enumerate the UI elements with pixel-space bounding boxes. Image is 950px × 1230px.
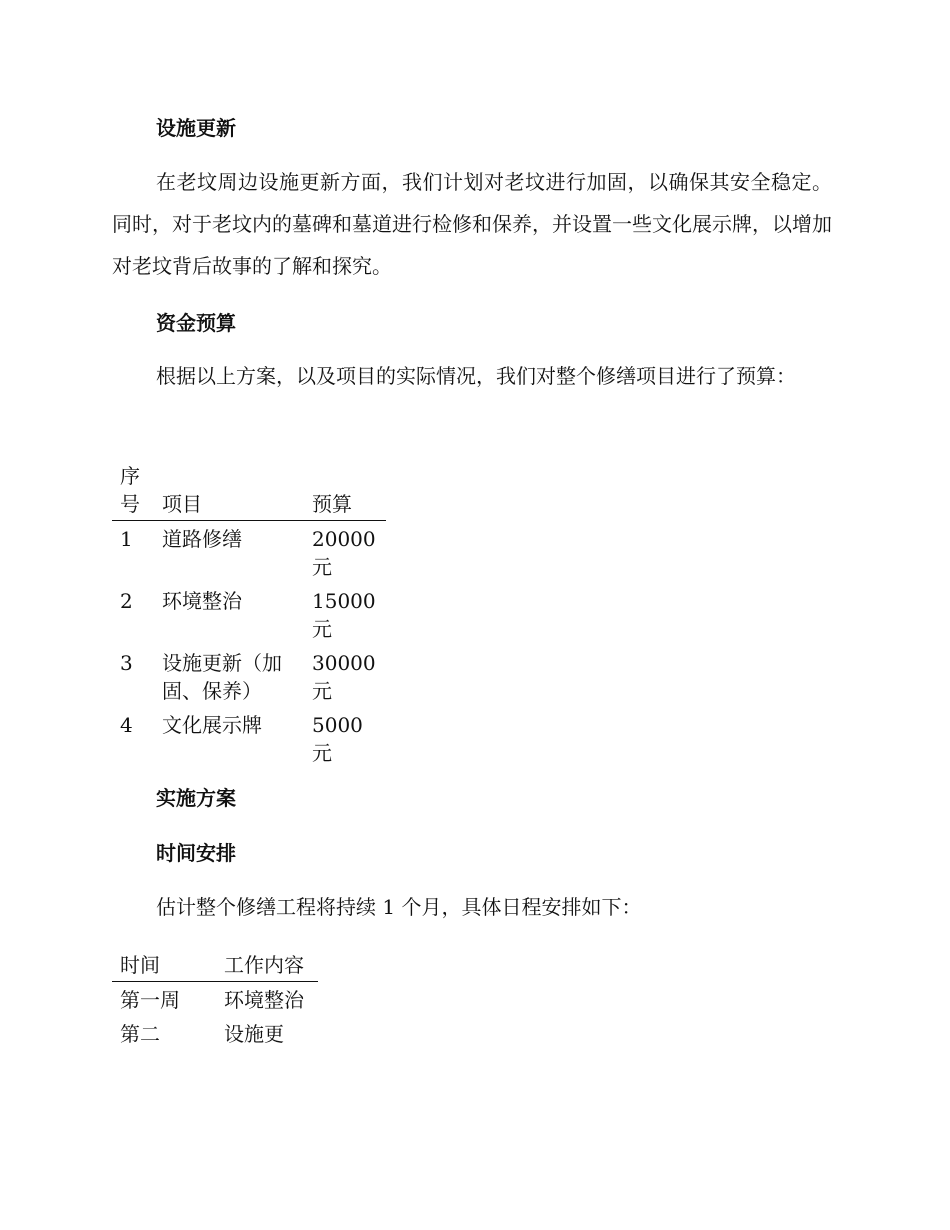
budget-cell-amount: 20000 元 <box>312 527 376 579</box>
facility-paragraph: 在老坟周边设施更新方面，我们计划对老坟进行加固，以确保其安全稳定。同时，对于老坟内的墓碑和墓道进行检修和保养，并设置一些文化展示牌，以增加对老坟背后故事的了解和探究。 <box>112 170 832 278</box>
budget-header-index: 序号 <box>120 464 140 516</box>
schedule-header-time: 时间 <box>120 953 160 977</box>
budget-cell-item: 设施更新（加固、保养） <box>162 651 282 703</box>
budget-header-item: 项目 <box>162 492 202 516</box>
schedule-cell-content: 设施更 <box>224 1022 284 1046</box>
implementation-heading: 实施方案 <box>156 786 236 810</box>
table-row <box>112 1020 318 1054</box>
table-row <box>112 711 386 773</box>
budget-table <box>112 462 386 773</box>
table-row <box>112 587 386 649</box>
budget-cell-amount: 5000 元 <box>312 713 363 765</box>
budget-paragraph: 根据以上方案，以及项目的实际情况，我们对整个修缮项目进行了预算： <box>156 364 796 388</box>
table-row <box>112 982 318 1021</box>
schedule-paragraph: 估计整个修缮工程将持续 1 个月，具体日程安排如下： <box>156 895 642 919</box>
budget-cell-index: 1 <box>120 527 133 551</box>
table-row <box>112 649 386 711</box>
budget-cell-index: 2 <box>120 589 133 613</box>
budget-cell-index: 4 <box>120 713 133 737</box>
schedule-cell-time: 第一周 <box>120 988 180 1012</box>
budget-cell-item: 环境整治 <box>162 589 242 613</box>
facility-heading: 设施更新 <box>156 116 236 140</box>
schedule-cell-time: 第二 <box>120 1022 160 1046</box>
budget-table-header-row <box>112 462 386 521</box>
schedule-table <box>112 951 318 1054</box>
budget-cell-index: 3 <box>120 651 133 675</box>
budget-cell-item: 文化展示牌 <box>162 713 262 737</box>
budget-heading: 资金预算 <box>156 311 236 335</box>
budget-cell-amount: 15000 元 <box>312 589 376 641</box>
budget-header-amount: 预算 <box>312 492 352 516</box>
schedule-cell-content: 环境整治 <box>224 988 304 1012</box>
schedule-header-content: 工作内容 <box>224 953 304 977</box>
table-row <box>112 521 386 588</box>
budget-cell-amount: 30000 元 <box>312 651 376 703</box>
schedule-table-header-row <box>112 951 318 982</box>
schedule-heading: 时间安排 <box>156 841 236 865</box>
budget-cell-item: 道路修缮 <box>162 527 242 551</box>
